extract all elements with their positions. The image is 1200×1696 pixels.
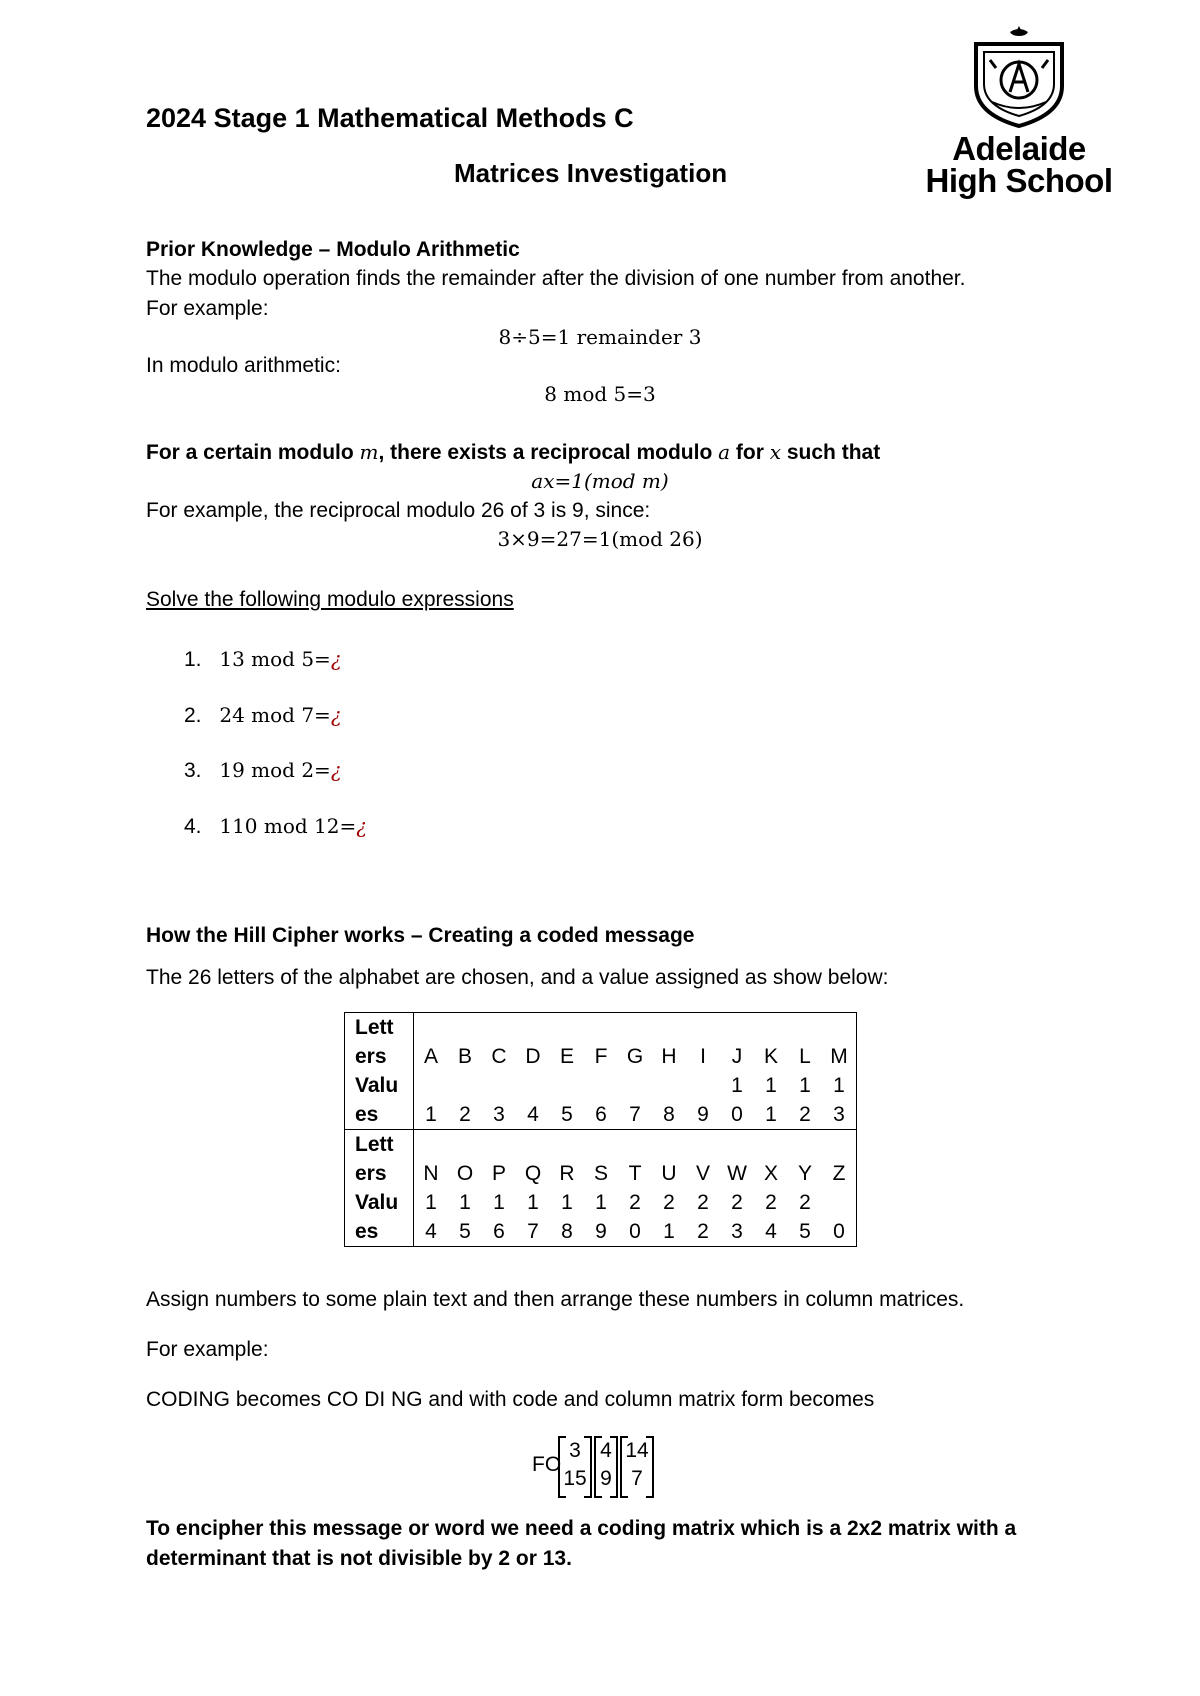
item-number: 4. bbox=[184, 815, 202, 838]
reciprocal-example-formula: 3×9=27=1(mod 26) bbox=[497, 527, 703, 551]
value-units-cell: 9 bbox=[595, 1220, 607, 1243]
value-units-cell: 5 bbox=[459, 1220, 471, 1243]
value-units-cell: 0 bbox=[833, 1220, 845, 1243]
school-logo bbox=[918, 22, 1120, 202]
item-answer: ¿ bbox=[356, 814, 367, 838]
value-units-cell: 6 bbox=[493, 1220, 505, 1243]
value-units-cell: 4 bbox=[765, 1220, 777, 1243]
row-header: Lett ers Valu es bbox=[345, 1130, 414, 1247]
reciprocal-text-b: , there exists a reciprocal modulo bbox=[378, 441, 719, 464]
letter-cell: O bbox=[456, 1162, 474, 1185]
value-units-cell: 5 bbox=[799, 1220, 811, 1243]
value-units-cell: 2 bbox=[459, 1103, 471, 1126]
item-number: 1. bbox=[184, 648, 202, 671]
logo-line-1: Adelaide bbox=[952, 130, 1086, 167]
value-tens-cell: 1 bbox=[799, 1074, 811, 1097]
logo-line-2: High School bbox=[925, 162, 1113, 199]
letter-cell: X bbox=[763, 1162, 778, 1185]
value-tens-cell bbox=[482, 1071, 516, 1100]
matrix-3 bbox=[620, 1436, 654, 1494]
value-units-cell: 2 bbox=[799, 1103, 811, 1126]
item-expression: 110 mod 12= bbox=[219, 814, 357, 838]
value-units-cell: 6 bbox=[595, 1103, 607, 1126]
reciprocal-statement bbox=[146, 438, 880, 467]
document-title: 2024 Stage 1 Mathematical Methods C bbox=[146, 103, 634, 133]
value-tens-cell: 2 bbox=[799, 1191, 811, 1214]
value-tens-cell: 2 bbox=[731, 1191, 743, 1214]
matrix-2 bbox=[594, 1436, 618, 1494]
encipher-line-2: determinant that is not divisible by 2 or 13. bbox=[146, 1547, 572, 1570]
matrix-cell: 15 bbox=[563, 1467, 587, 1490]
coding-text: CODING becomes CO DI NG and with code and column matrix form becomes bbox=[146, 1388, 875, 1411]
value-units-cell: 9 bbox=[697, 1103, 709, 1126]
value-units-cell: 3 bbox=[833, 1103, 845, 1126]
letter-cell: U bbox=[661, 1162, 677, 1185]
reciprocal-text-d: such that bbox=[781, 441, 881, 464]
item-expression: 19 mod 2= bbox=[219, 758, 331, 782]
value-tens-cell bbox=[448, 1071, 482, 1100]
value-units-cell: 1 bbox=[425, 1103, 437, 1126]
value-tens-cell bbox=[822, 1188, 856, 1217]
value-units-cell: 0 bbox=[731, 1103, 743, 1126]
for-example-label-2: For example: bbox=[146, 1338, 269, 1361]
row-header: Lett ers Valu es bbox=[345, 1013, 414, 1130]
matrix-cell: 4 bbox=[600, 1439, 612, 1462]
letter-cell: H bbox=[661, 1045, 677, 1068]
item-number: 3. bbox=[184, 759, 202, 782]
value-tens-cell bbox=[618, 1071, 652, 1100]
letter-cell: S bbox=[593, 1162, 608, 1185]
value-tens-cell: 1 bbox=[459, 1191, 471, 1214]
var-a: a bbox=[718, 440, 731, 464]
value-units-cell: 3 bbox=[731, 1220, 743, 1243]
modulo-example: 8 mod 5=3 bbox=[544, 382, 656, 406]
hill-cipher-heading: How the Hill Cipher works – Creating a coded message bbox=[146, 924, 695, 947]
letter-cell: Y bbox=[797, 1162, 812, 1185]
matrix-1 bbox=[558, 1436, 592, 1494]
matrix-prefix: FO bbox=[532, 1453, 562, 1476]
value-tens-cell: 2 bbox=[663, 1191, 675, 1214]
encipher-line-1: To encipher this message or word we need a coding matrix which is a 2x2 matrix with a bbox=[146, 1517, 1017, 1540]
column-matrices bbox=[532, 1436, 682, 1496]
letter-cell: K bbox=[763, 1045, 778, 1068]
reciprocal-text-a: For a certain modulo bbox=[146, 441, 360, 464]
letter-cell: D bbox=[525, 1045, 541, 1068]
value-tens-cell: 1 bbox=[561, 1191, 573, 1214]
letter-cell: W bbox=[727, 1162, 747, 1185]
alphabet-value-table bbox=[344, 1012, 857, 1247]
school-crest-icon bbox=[970, 22, 1068, 130]
value-units-cell: 4 bbox=[425, 1220, 437, 1243]
value-units-cell: 0 bbox=[629, 1220, 641, 1243]
letter-cell: J bbox=[731, 1045, 743, 1068]
exercise-item-4 bbox=[184, 812, 367, 841]
matrix-cell: 7 bbox=[631, 1467, 643, 1490]
hill-cipher-intro: The 26 letters of the alphabet are chosen, and a value assigned as show below: bbox=[146, 966, 889, 989]
value-tens-cell: 1 bbox=[731, 1074, 743, 1097]
value-units-cell: 3 bbox=[493, 1103, 505, 1126]
letter-cell: C bbox=[491, 1045, 507, 1068]
division-example: 8÷5=1 remainder 3 bbox=[498, 325, 702, 349]
prior-knowledge-heading: Prior Knowledge – Modulo Arithmetic bbox=[146, 238, 520, 261]
value-units-cell: 4 bbox=[527, 1103, 539, 1126]
letter-cell: R bbox=[559, 1162, 575, 1185]
value-tens-cell: 1 bbox=[765, 1074, 777, 1097]
item-answer: ¿ bbox=[330, 703, 342, 727]
letter-cell: N bbox=[423, 1162, 439, 1185]
letter-cell: Q bbox=[524, 1162, 542, 1185]
letter-cell: Z bbox=[832, 1162, 846, 1185]
matrix-cell: 14 bbox=[625, 1439, 649, 1462]
letter-cell: V bbox=[695, 1162, 710, 1185]
value-tens-cell bbox=[414, 1071, 448, 1100]
table-row bbox=[345, 1130, 857, 1247]
value-tens-cell bbox=[516, 1071, 550, 1100]
letter-cell: P bbox=[491, 1162, 506, 1185]
row-values bbox=[414, 1130, 857, 1247]
matrix-cell: 9 bbox=[600, 1467, 612, 1490]
item-expression: 13 mod 5= bbox=[219, 647, 331, 671]
exercise-item-1 bbox=[184, 645, 342, 674]
letter-cell: T bbox=[628, 1162, 642, 1185]
value-tens-cell bbox=[584, 1071, 618, 1100]
value-tens-cell: 1 bbox=[425, 1191, 437, 1214]
letter-cell: L bbox=[799, 1045, 811, 1068]
letter-cell: M bbox=[830, 1045, 848, 1068]
value-tens-cell: 1 bbox=[493, 1191, 505, 1214]
value-units-cell: 8 bbox=[561, 1220, 573, 1243]
value-tens-cell: 1 bbox=[595, 1191, 607, 1214]
exercise-item-3 bbox=[184, 756, 342, 785]
letter-cell: B bbox=[457, 1045, 472, 1068]
assign-numbers-text: Assign numbers to some plain text and then arrange these numbers in column matrices. bbox=[146, 1288, 965, 1311]
table-row bbox=[345, 1013, 857, 1130]
exercise-instruction: Solve the following modulo expressions bbox=[146, 588, 514, 611]
document-subtitle: Matrices Investigation bbox=[454, 158, 728, 188]
in-modulo-label: In modulo arithmetic: bbox=[146, 354, 341, 377]
item-number: 2. bbox=[184, 704, 202, 727]
letter-cell: G bbox=[626, 1045, 644, 1068]
value-tens-cell bbox=[652, 1071, 686, 1100]
item-answer: ¿ bbox=[330, 647, 342, 671]
var-m: m bbox=[359, 440, 379, 464]
for-example-label: For example: bbox=[146, 297, 269, 320]
var-x: x bbox=[769, 440, 782, 464]
matrix-cell: 3 bbox=[569, 1439, 581, 1462]
value-tens-cell: 1 bbox=[527, 1191, 539, 1214]
value-units-cell: 2 bbox=[697, 1220, 709, 1243]
value-units-cell: 1 bbox=[765, 1103, 777, 1126]
item-expression: 24 mod 7= bbox=[219, 703, 331, 727]
exercise-item-2 bbox=[184, 701, 342, 730]
value-units-cell: 5 bbox=[561, 1103, 573, 1126]
value-tens-cell bbox=[686, 1071, 720, 1100]
modulo-intro: The modulo operation finds the remainder after the division of one number from another. bbox=[146, 267, 966, 290]
value-tens-cell: 2 bbox=[629, 1191, 641, 1214]
letter-cell: E bbox=[559, 1045, 574, 1068]
value-tens-cell: 1 bbox=[833, 1074, 845, 1097]
reciprocal-formula: ax=1(mod m) bbox=[531, 469, 669, 493]
value-units-cell: 8 bbox=[663, 1103, 675, 1126]
value-units-cell: 7 bbox=[629, 1103, 641, 1126]
row-values bbox=[414, 1013, 857, 1130]
value-units-cell: 7 bbox=[527, 1220, 539, 1243]
item-answer: ¿ bbox=[330, 758, 342, 782]
letter-cell: A bbox=[423, 1045, 438, 1068]
value-tens-cell: 2 bbox=[765, 1191, 777, 1214]
reciprocal-text-c: for bbox=[730, 441, 770, 464]
reciprocal-example: For example, the reciprocal modulo 26 of 3 is 9, since: bbox=[146, 499, 651, 522]
value-tens-cell bbox=[550, 1071, 584, 1100]
value-tens-cell: 2 bbox=[697, 1191, 709, 1214]
letter-cell: F bbox=[594, 1045, 608, 1068]
value-units-cell: 1 bbox=[663, 1220, 675, 1243]
letter-cell: I bbox=[700, 1045, 706, 1068]
